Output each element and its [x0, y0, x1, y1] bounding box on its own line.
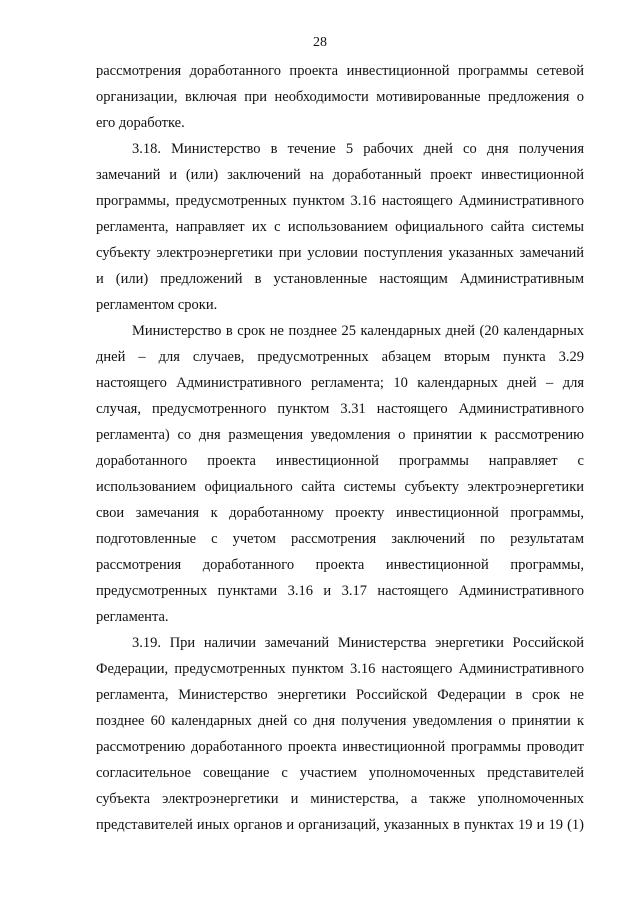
text-line: замечаний и (или) заключений на доработанный проект инвестиционной — [96, 167, 584, 183]
page-number: 28 — [313, 35, 327, 50]
paragraph-start-3-19: 3.19. При наличии замечаний Министерства энергетики Российской — [132, 635, 584, 651]
text-line: субъекту электроэнергетики при условии поступления указанных замечаний — [96, 245, 584, 261]
text-line: Федерации, предусмотренных пунктом 3.16 настоящего Административного — [96, 661, 584, 677]
text-line: регламента) со дня размещения уведомления о принятии к рассмотрению — [96, 427, 584, 443]
paragraph-start-3-18: 3.18. Министерство в течение 5 рабочих дней со дня получения — [132, 141, 584, 157]
text-line: его доработке. — [96, 115, 185, 131]
text-line: рассмотрения доработанного проекта инвестиционной программы сетевой — [96, 63, 584, 79]
text-line: свои замечания к доработанному проекту инвестиционной программы, — [96, 505, 584, 521]
text-line: и (или) предложений в установленные настоящим Административным — [96, 271, 584, 287]
text-line: предусмотренных пунктами 3.16 и 3.17 настоящего Административного — [96, 583, 584, 599]
text-line: рассмотрению доработанного проекта инвестиционной программы проводит — [96, 739, 584, 755]
text-line: программы, предусмотренных пунктом 3.16 настоящего Административного — [96, 193, 584, 209]
text-line: регламентом сроки. — [96, 297, 218, 313]
text-line: регламента, направляет их с использованием официального сайта системы — [96, 219, 584, 235]
text-line: рассмотрения доработанного проекта инвестиционной программы, — [96, 557, 584, 573]
text-line: регламента. — [96, 609, 169, 625]
text-line: регламента, Министерство энергетики Российской Федерации в срок не — [96, 687, 584, 703]
text-line: случая, предусмотренного пунктом 3.31 настоящего Административного — [96, 401, 584, 417]
text-line: дней – для случаев, предусмотренных абзацем вторым пункта 3.29 — [96, 349, 584, 365]
text-line: доработанного проекта инвестиционной программы направляет с — [96, 453, 584, 469]
text-line: позднее 60 календарных дней со дня получения уведомления о принятии к — [96, 713, 584, 729]
text-line: организации, включая при необходимости мотивированные предложения о — [96, 89, 584, 105]
text-line: настоящего Административного регламента; 10 календарных дней – для — [96, 375, 584, 391]
text-line: подготовленные с учетом рассмотрения заключений по результатам — [96, 531, 584, 547]
text-line: субъекта электроэнергетики и министерства, а также уполномоченных — [96, 791, 584, 807]
text-line: согласительное совещание с участием уполномоченных представителей — [96, 765, 584, 781]
text-line: использованием официального сайта системы субъекту электроэнергетики — [96, 479, 584, 495]
paragraph-start-ministry: Министерство в срок не позднее 25 календарных дней (20 календарных — [132, 323, 584, 339]
text-line: представителей иных органов и организаций, указанных в пунктах 19 и 19 (1) — [96, 817, 584, 833]
